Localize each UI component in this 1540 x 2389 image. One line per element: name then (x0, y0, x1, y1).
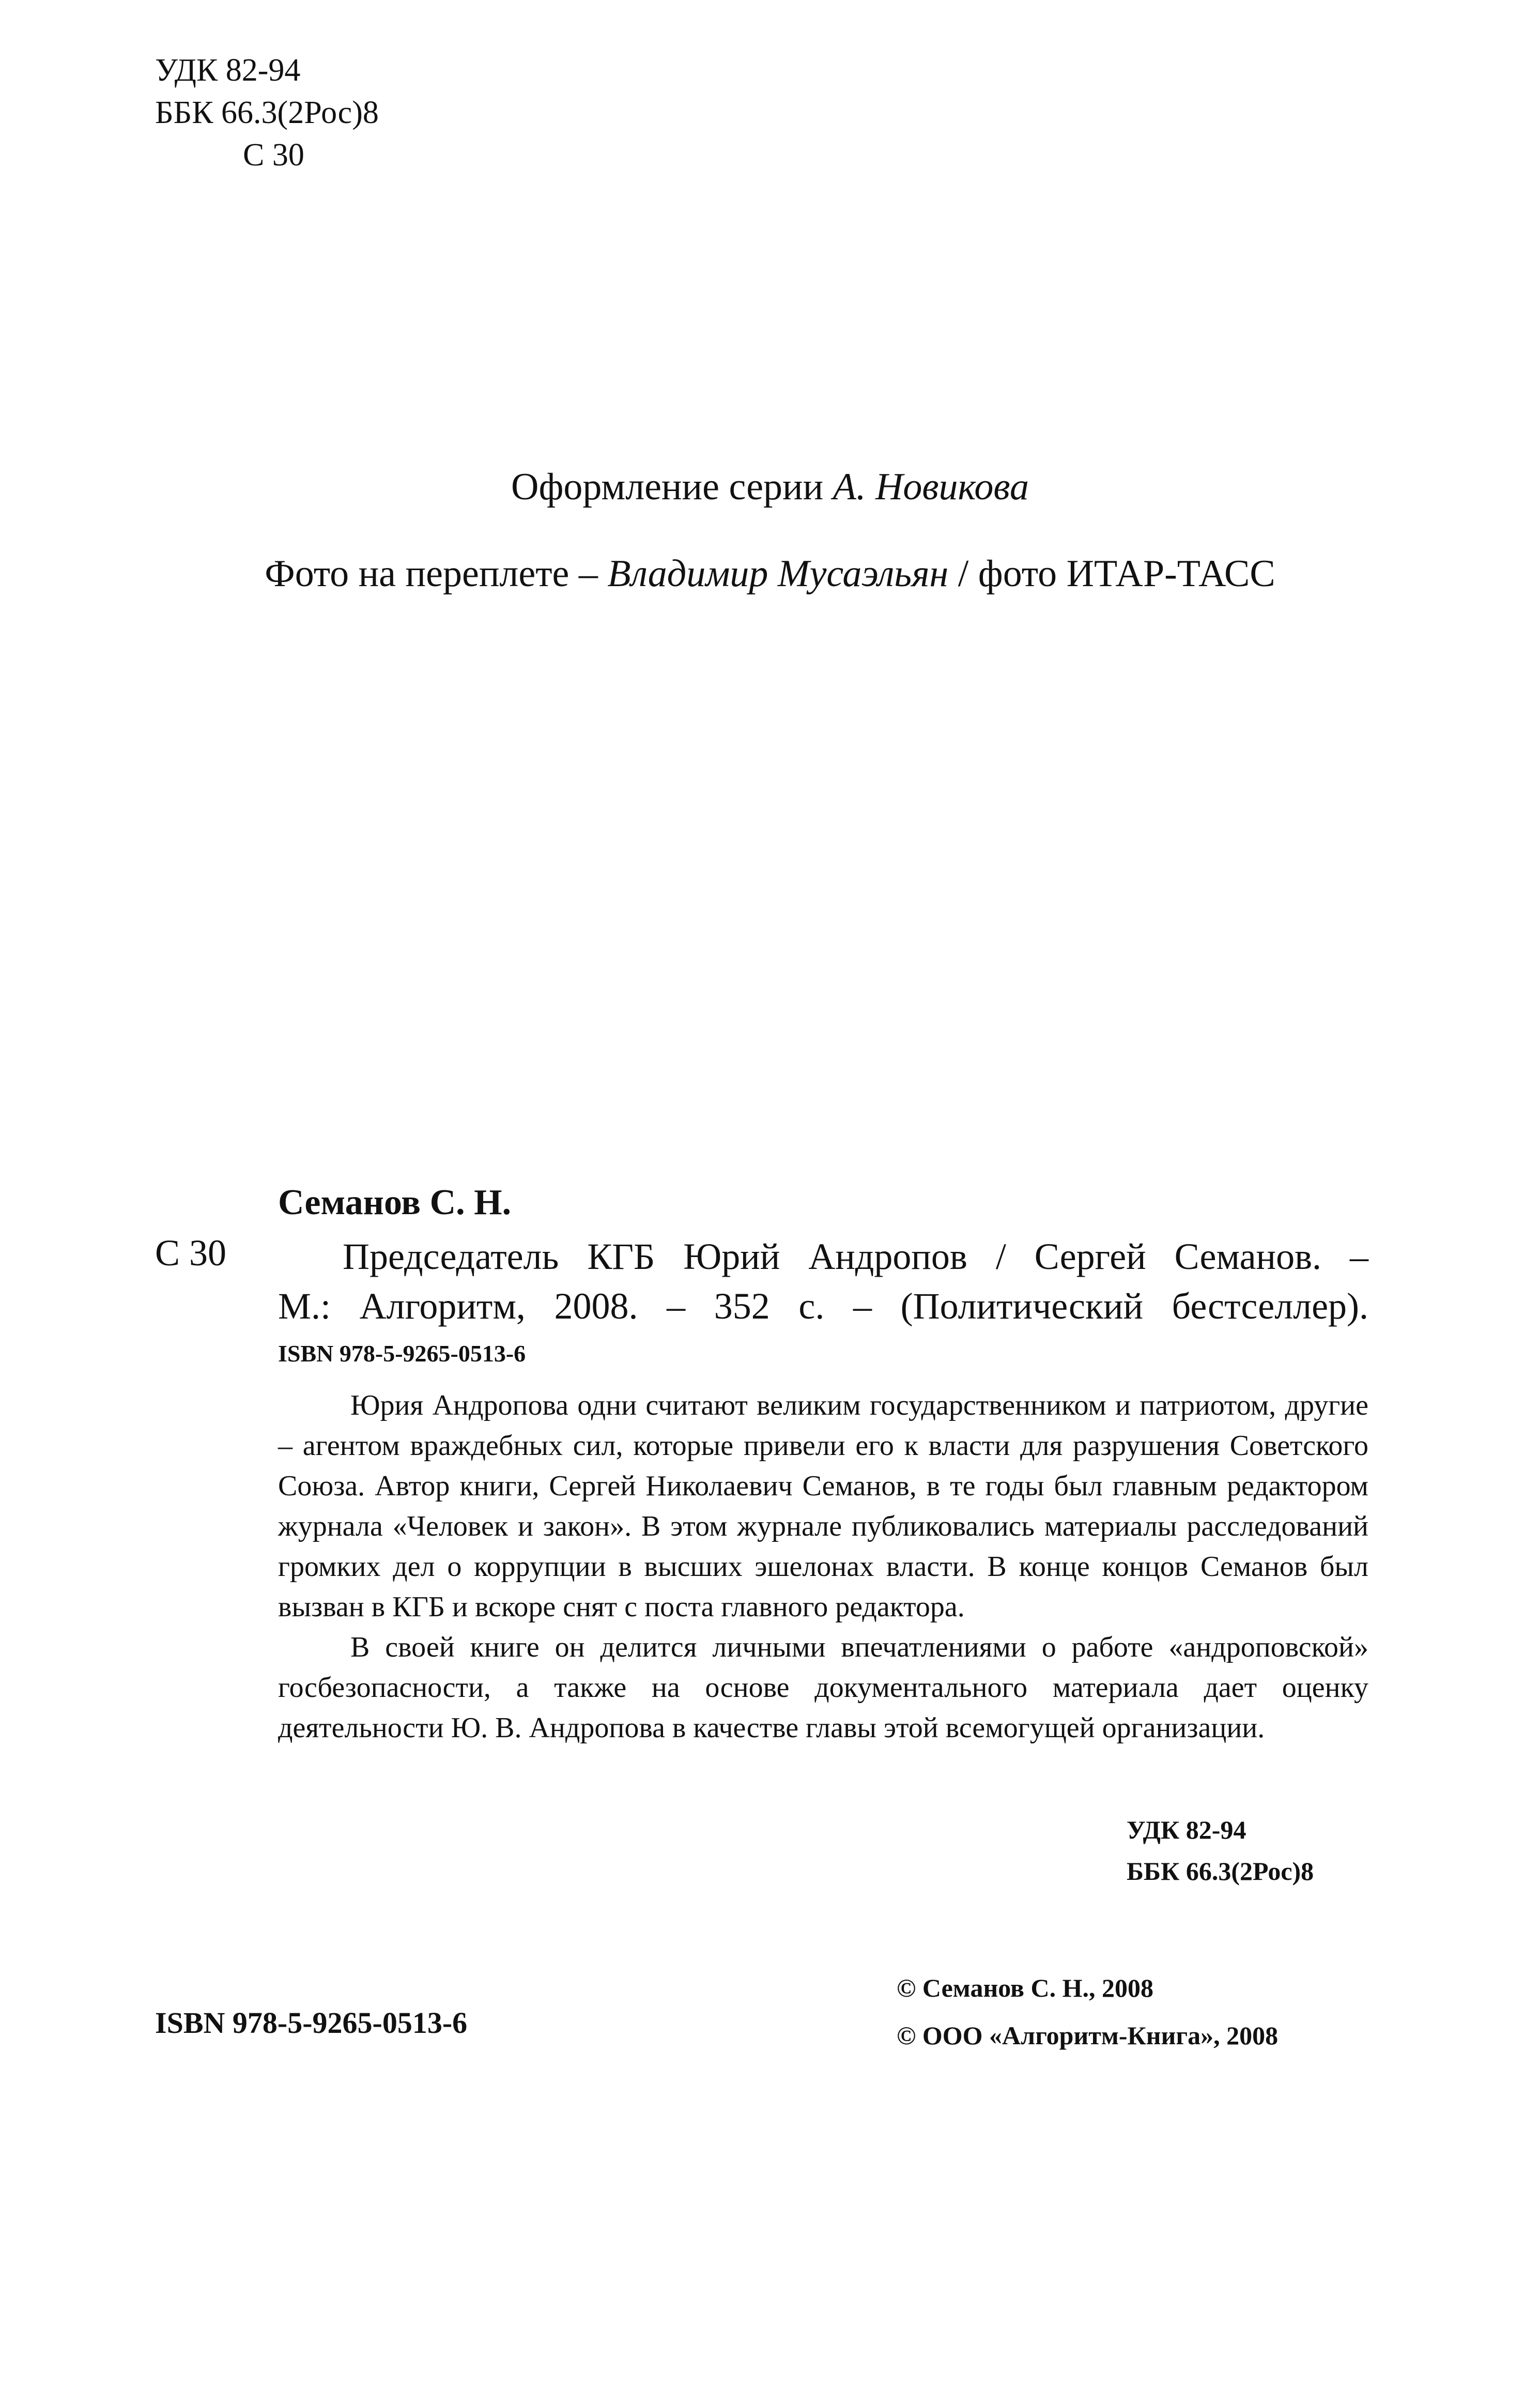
footer-codes (1127, 1809, 1314, 1892)
cover-photo-credit (0, 552, 1540, 596)
book-abstract (278, 1385, 1368, 1748)
udk-code: УДК 82-94 (155, 53, 301, 88)
footer-bbk-code: ББК 66.3(2Рос)8 (1127, 1857, 1314, 1886)
series-designer-name: А. Новикова (833, 466, 1029, 508)
copyright-block (897, 1964, 1278, 2059)
catalog-author: Семанов С. Н. (278, 1183, 512, 1222)
cover-photo-label: Фото на переплете – (265, 553, 598, 595)
author-mark-code: С 30 (243, 137, 304, 173)
catalog-description (278, 1232, 1368, 1331)
copyright-publisher: © ООО «Алгоритм-Книга», 2008 (897, 2021, 1279, 2050)
isbn-bottom: ISBN 978-5-9265-0513-6 (155, 2006, 468, 2040)
footer-udk-code: УДК 82-94 (1127, 1815, 1246, 1844)
series-design-credit (0, 465, 1540, 509)
abstract-paragraph-2: В своей книге он делится личными впечатлениями о работе «андроповской» госбезопасности, а также на основе документального материала дает оценку деятельности Ю. В. Андропова в качестве главы этой всемогущей организации. (278, 1631, 1368, 1744)
header-codes (155, 49, 379, 176)
photo-source: / фото ИТАР-ТАСС (958, 553, 1275, 595)
catalog-author-mark: С 30 (155, 1232, 227, 1274)
copyright-author: © Семанов С. Н., 2008 (897, 1973, 1154, 2002)
bbk-code: ББК 66.3(2Рос)8 (155, 95, 379, 130)
catalog-imprint-line: М.: Алгоритм, 2008. – 352 с. – (Политический бестселлер). (278, 1285, 1368, 1327)
abstract-paragraph-1: Юрия Андропова одни считают великим государственником и патриотом, другие – агентом враждебных сил, которые привели его к власти для разрушения Советского Союза. Автор книги, Сергей Николаевич Семанов, в те годы был главным редактором журнала «Человек и закон». В этом журнале публиковались материалы расследований громких дел о коррупции в высших эшелонах власти. В конце концов Семанов был вызван в КГБ и вскоре снят с поста главного редактора. (278, 1389, 1368, 1623)
photographer-name: Владимир Мусаэльян (607, 553, 949, 595)
catalog-isbn: ISBN 978-5-9265-0513-6 (278, 1340, 526, 1367)
catalog-title-line: Председатель КГБ Юрий Андропов / Сергей Семанов. – (343, 1236, 1368, 1277)
series-design-label: Оформление серии (511, 466, 824, 508)
